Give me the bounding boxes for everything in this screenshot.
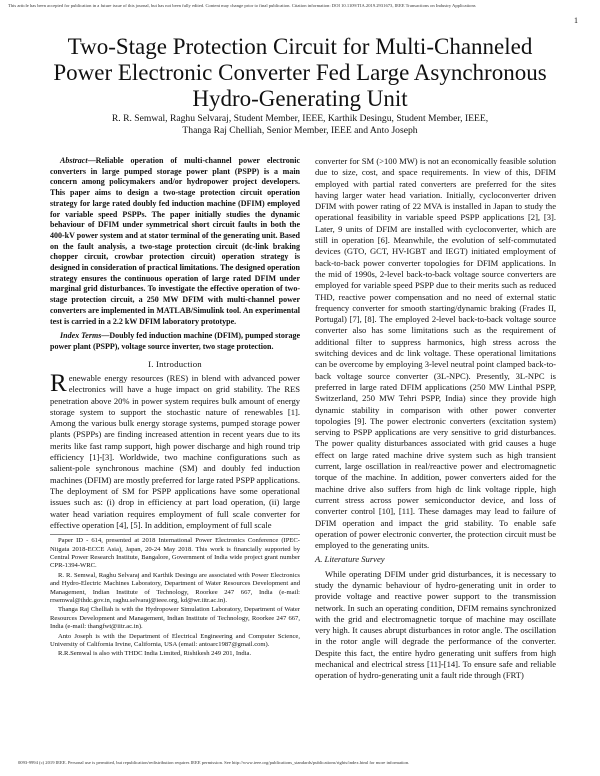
- body-paragraph-2: While operating DFIM under grid disturbances, it is necessary to study the dynamic behaviour of hydro-generating unit in order to provide voltage and reactive power support to the transmission network. In such an operating condition, DFIM remains synchronized with the grid and electromagnetic torque of machine may oscillate very high. It causes abrupt disturbances in rotor angle. The oscillation in the rotor angle will degrade the performance of the converter. Despite this fact, the entire hydro generating unit suffers from high mechanical and electrical stress [11]-[14]. To ensure safe and reliable operation of hydro-generating unit a fault ride through (FRT): [315, 568, 556, 681]
- drop-cap: R: [50, 369, 67, 397]
- copyright-notice: 0093-9994 (c) 2019 IEEE. Personal use is permitted, but republication/redistribution requires IEEE permission. See http://www.ieee.org/publications_standards/publications/rights/index.html for more information.: [18, 760, 410, 765]
- footnote-3: Thanga Raj Chelliah is with the Hydropower Simulation Laboratory, Department of Water Resources Development and Management, Indian Institute of Technology, Roorkee 247 667, India (e-mail: thangfwt@iitr.ac.in).: [50, 606, 300, 631]
- footnote-2: R. R. Semwal, Raghu Selvaraj and Karthik Desingu are associated with Power Electronics and Hydro-Electric Machines Laboratory, Department of Water Resources Development and Management, Indian Institute of Technology, Roorkee 247 667, India (e-mail: rrsemwal@thdc.gov.in, raghu.selvaraj@ieee.org, kd@wr.iitr.ac.in).: [50, 571, 300, 604]
- section-heading-introduction: I. Introduction: [148, 358, 202, 369]
- intro-paragraph: [50, 369, 300, 531]
- left-column: [50, 156, 300, 660]
- footnote-1: Paper ID - 614, presented at 2018 International Power Electronics Conference (IPEC-Niigata 2018-ECCE Asia), Japan, 20-24 May 2018. This work is financially supported by Central Power Research Institute, Bangalore, Government of India wide project grant number CPR-1394-WRC.: [50, 537, 300, 570]
- title-line-2: Power Electronic Converter Fed Large Asynchronous: [53, 60, 547, 85]
- title-line-3: Hydro-Generating Unit: [192, 86, 408, 111]
- abstract-label: Abstract: [60, 156, 88, 165]
- footnotes: [50, 534, 300, 659]
- index-terms-text: Doubly fed induction machine (DFIM), pumped storage power plant (PSPP), voltage source inverter, two stage protection.: [50, 331, 301, 351]
- author-line-1: R. R. Semwal, Raghu Selvaraj, Student Member, IEEE, Karthik Desingu, Student Member, IEEE,: [111, 113, 489, 124]
- author-list: [40, 113, 560, 137]
- footnote-5: R.R.Semwal is also with THDC India Limited, Rishikesh 249 201, India.: [58, 650, 252, 658]
- author-line-2: Thanga Raj Chelliah, Senior Member, IEEE and Anto Joseph: [182, 125, 418, 136]
- index-terms-label: Index Terms: [60, 331, 102, 341]
- journal-notice: This article has been accepted for publication in a future issue of this journal, but has not been fully edited. Content may change prior to final publication. Citation information: DOI 10.1109/TIA.2019.2931673, IEEE Transactions on Industry Applications: [8, 3, 476, 8]
- subsection-heading-literature-survey: A. Literature Survey: [315, 554, 385, 565]
- right-column: [315, 156, 556, 685]
- abstract-text: Reliable operation of multi-channel power electronic converters in large pumped storage power plant (PSPP) is a main concern among policymakers and/or hydropower project developers. This paper aims to design a two-stage protection circuit operation strategy for large rated doubly fed induction machine (DFIM) employed for variable speed PSPPs. The paper initially studies the dynamic behaviour of DFIM under symmetrical short circuit faults in both the 400-kV power system and at stator terminal of the generating unit. Based on the fault analysis, a two-stage protection circuit (dc-link braking chopper circuit, crowbar protection circuit) operation strategy is designed in consideration of practical limitations. The designed operation strategy ensures the continuous operation of large rated DFIM under marginal grid disturbances. To investigate the effective operation of two-stage protection circuit, a 250 MW DFIM with multi-channel power converters are implemented in MATLAB/Simulink tool. An experimental test is carried in a 2.2 kW DFIM laboratory prototype.: [50, 156, 300, 326]
- footnote-4: Anto Joseph is with the Department of Electrical Engineering and Computer Science, University of California Irvine, California, USA (email: antoarc1987@gmail.com).: [50, 632, 300, 648]
- paper-title: [30, 34, 570, 112]
- abstract: Abstract—Reliable operation of multi-channel power electronic converters in large pumped storage power plant (PSPP) is a main concern among policymakers and/or hydropower project developers. This paper aims to design a two-stage protection circuit operation strategy for large rated doubly fed induction machine (DFIM) employed for variable speed PSPPs. The paper initially studies the dynamic behaviour of DFIM under symmetrical short circuit faults in both the 400-kV power system and at stator terminal of the generating unit. Based on the fault analysis, a two-stage protection circuit (dc-link braking chopper circuit, crowbar protection circuit) operation strategy is designed in consideration of practical limitations. The designed operation strategy ensures the continuous operation of large rated DFIM under marginal grid disturbances. To investigate the effective operation of two-stage protection circuit, a 250 MW DFIM with multi-channel power converters are implemented in MATLAB/Simulink tool. An experimental test is carried in a 2.2 kW DFIM laboratory prototype.: [50, 156, 300, 326]
- intro-paragraph-text: enewable energy resources (RES) in blend with advanced power electronics will have a huge impact on grid stability. The RES penetration above 20% in power system requires bulk amount of energy storage system to support the stochastic nature of renewables [1]. Among the various bulk energy storage systems, pumped storage power plants (PSPPs) are finding increased attention in recent years due to its merits like fast ramp support, high power discharge and high round trip efficiency [1]-[3]. Worldwide, two machine configurations such as salient-pole synchronous machine (SM) and doubly fed induction machines (DFIM) are mostly preferred for large rated PSPP applications. The deployment of SM for PSPP applications have some operational issues such as: (i) drop in efficiency at part load operation, (ii) large water head variation requires employment of full scale converter for effective operation [4], [5]. In addition, employment of full scale: [50, 372, 300, 530]
- body-paragraph-1: converter for SM (>100 MW) is not an economically feasible solution due to size, cost, and space requirements. In view of this, DFIM employed with partial rated converters are preferred for the sites having larger water head variation. Initially, cycloconverter driven DFIM with power rating of 22 MVA is installed in Japan to study the operational feasibility in variable speed PSPP applications [2], [3]. Later, 9 units of DFIM are installed with cycloconverter, which are still in operation [6]. Meanwhile, the evolution of self-commutated devices (GTO, GCT, HV-IGBT and IEGT) initiated employment of back-to-back power converter topologies for DFIM applications. In the mid of 1990s, 2-level back-to-back voltage source converters are employed for variable speed PSPP due to their merits such as reduced THD, reactive power compensation and no need of external static frequency converter for smooth starting/dynamic braking (Frades II, Portugal) [7], [8]. The employed 2-level back-to-back voltage source converter also has some limitations such as the requirement of additional filter to suppress harmonics, high stress across the switching devices and dc link voltage. These operational limitations can be overcome by employing 3-level neutral point clamped back-to-back voltage source converter (3L-NPC). Presently, 3L-NPC is preferred in large rated DFIM applications (250 MW Linthal PSPP, Switzerland, 250 MW Tehri PSPP, India) since they provide high dynamic stability in comparison with other power converter topologies [9]. The power electronic converters (excitation system) serving to PSPP applications are very sensitive to grid disturbances. The power quality disturbances associated with grid causes a huge effect on large rated machine drive system such as high transient current, large oscillation in real/reactive power and electromagnetic torque of the machine. In addition, power converters aided for the machine drive also suffers from high dc link voltage ripple, high current stress across power semiconductor device, and loss of converter control [10], [11]. These damages may lead to failure of DFIM operation and impact the grid stability. To enable safe operation of power electronic converter, the protection circuit must be employed to the generating units.: [315, 156, 556, 551]
- index-terms: Index Terms—Doubly fed induction machine (DFIM), pumped storage power plant (PSPP), voltage source inverter, two stage protection.: [50, 331, 301, 351]
- page-number: 1: [574, 16, 578, 25]
- title-line-1: Two-Stage Protection Circuit for Multi-Channeled: [67, 34, 533, 59]
